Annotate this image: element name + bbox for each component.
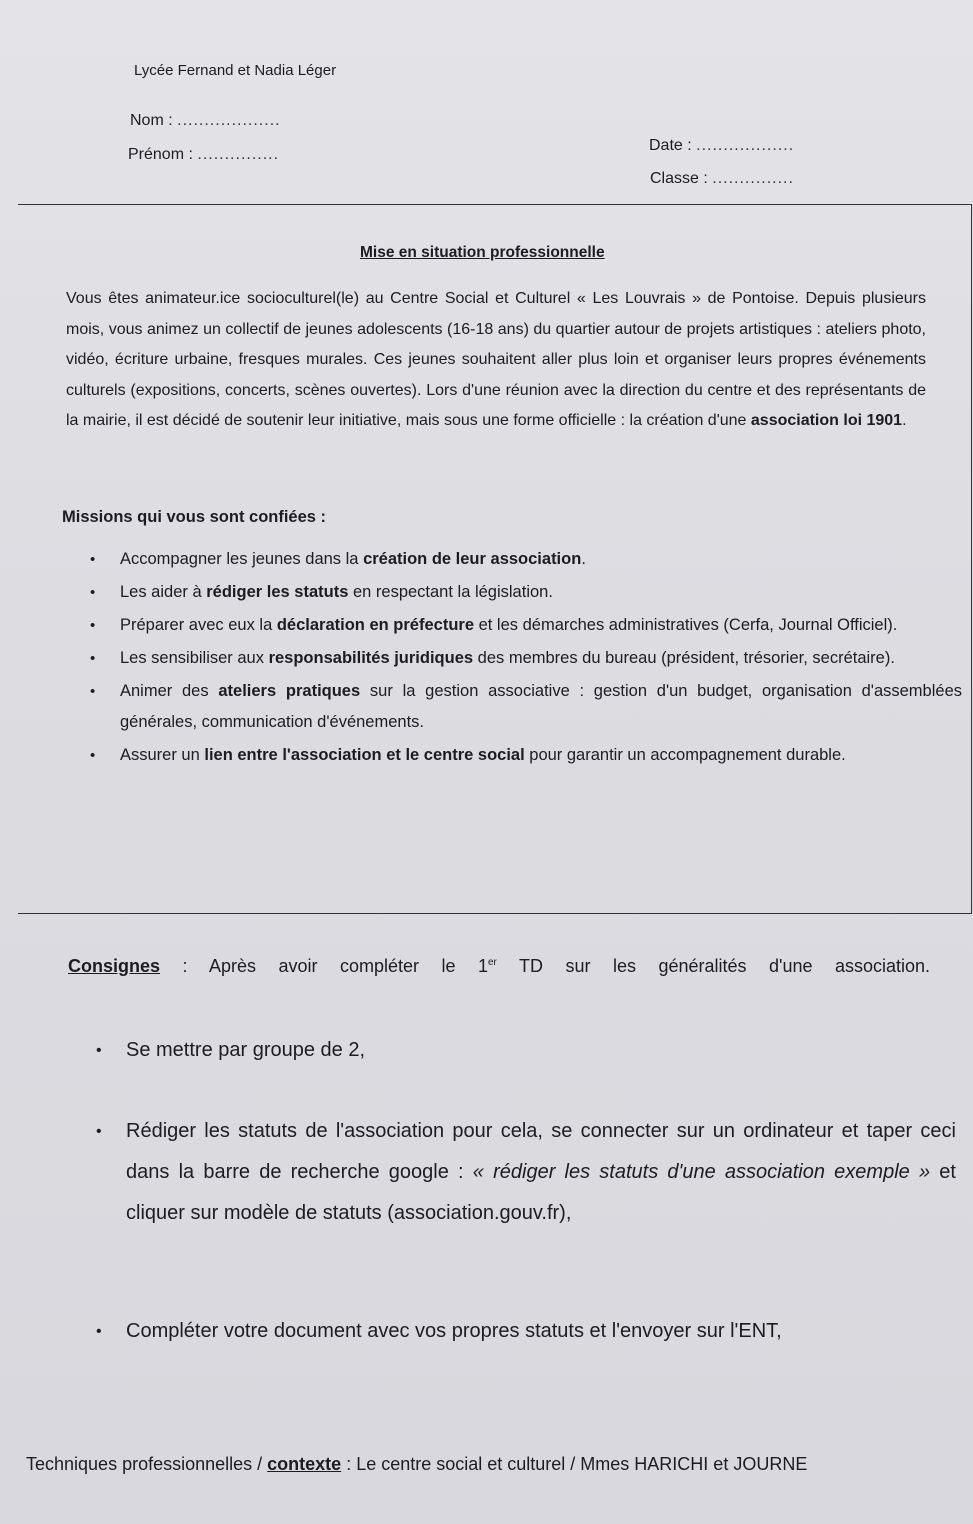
- situation-title: Mise en situation professionnelle: [360, 244, 605, 261]
- bullet-icon: •: [96, 1042, 102, 1059]
- list-item: • Se mettre par groupe de 2,: [96, 1030, 956, 1071]
- bullet-icon: •: [90, 747, 96, 764]
- bullet-icon: •: [96, 1123, 102, 1140]
- classe-field: [650, 170, 794, 188]
- list-item: • Assurer un lien entre l'association et le centre social pour garantir un accompagnement durable.: [62, 740, 962, 771]
- paragraph-bold: association loi 1901: [750, 412, 903, 429]
- paragraph-text: Vous êtes animateur.ice socioculturel(le) au Centre Social et Culturel « Les Louvrais » de Pontoise. Depuis plusieurs mois, vous animez un collectif de jeunes adolescents (16-18 ans) du quartier autour de projets artistiques : ateliers photo, vidéo, écriture urbaine, fresques murales. Ces jeunes souhaitent aller plus loin et organiser leurs propres événements culturels (expositions, concerts, scènes ouvertes). Lors d'une réunion avec la direction du centre et des représentants de la mairie, il est décidé de soutenir leur initiative, mais sous une forme officielle : la création d'une: [66, 290, 926, 429]
- prenom-field: [128, 146, 279, 164]
- list-item: • Rédiger les statuts de l'association pour cela, se connecter sur un ordinateur et taper ceci dans la barre de recherche google : « rédiger les statuts d'une association exemple » et cliquer sur modèle de statuts (association.gouv.fr),: [96, 1111, 956, 1234]
- missions-list: [62, 544, 962, 773]
- list-item: • Les sensibiliser aux responsabilités juridiques des membres du bureau (président, trésorier, secrétaire).: [62, 643, 962, 674]
- bullet-icon: •: [90, 650, 96, 667]
- list-item: • Animer des ateliers pratiques sur la gestion associative : gestion d'un budget, organisation d'assemblées générales, communication d'événements.: [62, 676, 962, 738]
- nom-blank: ...................: [177, 112, 281, 129]
- bullet-icon: •: [90, 584, 96, 601]
- page-footer: Techniques professionnelles / contexte : Le centre social et culturel / Mmes HARICHI et JOURNE: [26, 1454, 808, 1474]
- consignes-label: Consignes: [68, 956, 161, 976]
- prenom-blank: ...............: [197, 146, 280, 163]
- classe-blank: ...............: [712, 170, 794, 187]
- date-field: [649, 137, 794, 155]
- paragraph-end: .: [902, 412, 907, 429]
- bullet-icon: •: [90, 617, 96, 634]
- bullet-icon: •: [90, 683, 96, 700]
- date-blank: ..................: [696, 137, 795, 154]
- consignes-list: [96, 1030, 956, 1352]
- list-item: • Accompagner les jeunes dans la création de leur association.: [62, 544, 962, 575]
- nom-field: [130, 112, 281, 130]
- nom-label: Nom :: [130, 112, 173, 129]
- date-label: Date :: [649, 137, 692, 154]
- prenom-label: Prénom :: [128, 146, 193, 163]
- school-name: Lycée Fernand et Nadia Léger: [134, 62, 337, 79]
- bullet-icon: •: [90, 551, 96, 568]
- missions-title: Missions qui vous sont confiées :: [62, 508, 327, 526]
- situation-paragraph: [66, 284, 926, 437]
- list-item: • Les aider à rédiger les statuts en respectant la législation.: [62, 577, 962, 608]
- bullet-icon: •: [96, 1323, 102, 1340]
- list-item: • Compléter votre document avec vos propres statuts et l'envoyer sur l'ENT,: [96, 1311, 956, 1352]
- list-item: • Préparer avec eux la déclaration en préfecture et les démarches administratives (Cerfa, Journal Officiel).: [62, 610, 962, 641]
- consignes-intro: Consignes : Après avoir compléter le 1er TD sur les généralités d'une association.: [68, 956, 930, 976]
- classe-label: Classe :: [650, 170, 708, 187]
